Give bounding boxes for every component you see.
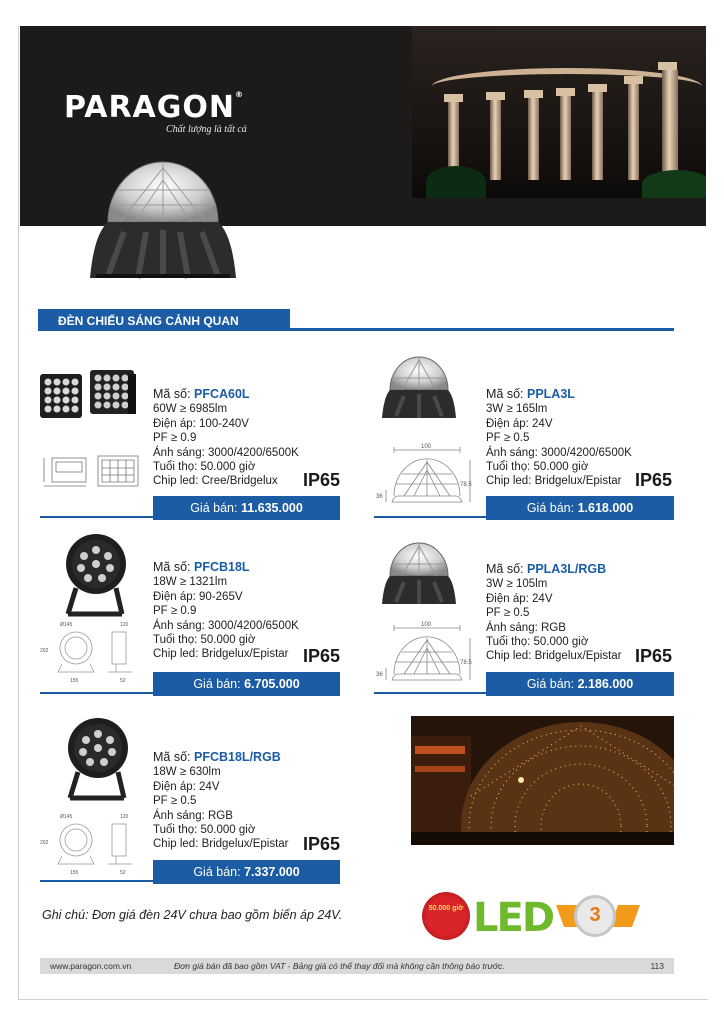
price-box: Giá bán: 11.635.000 [153, 496, 340, 520]
spec-line: PF ≥ 0.9 [153, 432, 197, 445]
spec-line: PF ≥ 0.5 [486, 432, 530, 445]
spec-line: Điện áp: 24V [486, 592, 553, 605]
pfcb18l-rgb-product-image [58, 714, 134, 804]
ip-rating: IP65 [635, 470, 673, 490]
spec-line: Chip led: Bridgelux/Epistar [486, 475, 622, 488]
dim-label: 52 [120, 870, 126, 876]
spec-line: Điện áp: 100-240V [153, 417, 249, 430]
spec-line: 18W ≥ 630lm [153, 766, 221, 779]
footer-disclaimer: Đơn giá bán đã bao gồm VAT - Bảng giá có thể thay đổi mà không cần thông báo trước. [174, 961, 505, 971]
ppla3l-rgb-product-image [380, 538, 458, 608]
spec-line: Ánh sáng: 3000/4200/6500K [153, 619, 299, 632]
brand-logo: PARAGON® [64, 90, 245, 125]
product-code: PPLA3L/RGB [527, 562, 607, 576]
page-footer [40, 958, 674, 974]
spec-line: 3W ≥ 105lm [486, 578, 548, 591]
product-code: PPLA3L [527, 387, 575, 401]
dim-label: 100 [421, 444, 432, 450]
product-ppla3l-rgb-info: Mã số: PPLA3L/RGB 3W ≥ 105lm Điện áp: 24V PF ≥ 0.5 Ánh sáng: RGB Tuổi thọ: 50.000 giờ Chip led: Bridgelux/Epistar [486, 562, 622, 663]
dim-label: 78.5 [460, 660, 472, 666]
spec-line: Ánh sáng: RGB [153, 809, 233, 822]
led-logo: LED [473, 895, 554, 941]
pfcb18l-product-image [56, 530, 132, 620]
product-pfcb18l-info: Mã số: PFCB18L 18W ≥ 1321lm Điện áp: 90-265V PF ≥ 0.9 Ánh sáng: 3000/4200/6500K Tuổi thọ: 50.000 giờ Chip led: Bridgelux/Epistar [153, 560, 299, 661]
spec-line: Tuổi thọ: 50.000 giờ [486, 636, 589, 649]
illuminated-dome-photo [411, 716, 674, 845]
spec-line: PF ≥ 0.5 [486, 607, 530, 620]
dim-label: Ø145 [60, 622, 73, 628]
spec-line: Điện áp: 24V [153, 780, 220, 793]
spec-line: Điện áp: 90-265V [153, 590, 243, 603]
brand-tagline: Chất lượng là tất cả [166, 124, 247, 135]
dim-label: 120 [120, 622, 129, 628]
spec-line: Tuổi thọ: 50.000 giờ [153, 634, 256, 647]
spec-line: Chip led: Bridgelux/Epistar [153, 648, 289, 661]
dim-label: 100 [421, 622, 432, 628]
spec-line: Chip led: Cree/Bridgelux [153, 475, 278, 488]
product-code: PFCB18L/RGB [194, 750, 281, 764]
spec-line: 18W ≥ 1321lm [153, 576, 228, 589]
price-box: Giá bán: 2.186.000 [486, 672, 674, 696]
ip-rating: IP65 [303, 834, 341, 854]
pfcb18l-dimension-drawing [40, 620, 144, 684]
dim-label: 202 [40, 648, 49, 654]
spec-line: 3W ≥ 165lm [486, 403, 548, 416]
dim-label: 78.5 [460, 482, 472, 488]
price-box: Giá bán: 7.337.000 [153, 860, 340, 884]
ppla3l-rgb-dimension-drawing [374, 618, 480, 684]
product-ppla3l-info: Mã số: PPLA3L 3W ≥ 165lm Điện áp: 24V PF ≥ 0.5 Ánh sáng: 3000/4200/6500K Tuổi thọ: 50.000 giờ Chip led: Bridgelux/Epistar [486, 387, 632, 488]
ip-rating: IP65 [303, 470, 341, 490]
dim-label: Ø145 [60, 814, 73, 820]
dim-label: 202 [40, 840, 49, 846]
product-pfca60l-info: Mã số: PFCA60L 60W ≥ 6985lm Điện áp: 100-240V PF ≥ 0.9 Ánh sáng: 3000/4200/6500K Tuổi thọ: 50.000 giờ Chip led: Cree/Bridgelux [153, 387, 299, 488]
product-pfcb18l-rgb-info: Mã số: PFCB18L/RGB 18W ≥ 630lm Điện áp: 24V PF ≥ 0.5 Ánh sáng: RGB Tuổi thọ: 50.000 giờ Chip led: Bridgelux/Epistar [153, 750, 289, 851]
ip-rating: IP65 [303, 646, 341, 666]
dome-lamp-hero-image [80, 150, 246, 290]
spec-line: Tuổi thọ: 50.000 giờ [153, 461, 256, 474]
product-code: PFCA60L [194, 387, 250, 401]
dim-label: 155 [70, 678, 79, 684]
dim-label: 120 [120, 814, 129, 820]
spec-line: PF ≥ 0.5 [153, 795, 197, 808]
spec-line: PF ≥ 0.9 [153, 605, 197, 618]
product-code: PFCB18L [194, 560, 250, 574]
pfcb18l-rgb-dimension-drawing [40, 812, 144, 876]
warranty-badge: 3 [574, 895, 616, 937]
spec-line: Ánh sáng: 3000/4200/6500K [153, 446, 299, 459]
spec-line: 60W ≥ 6985lm [153, 403, 228, 416]
spec-line: Ánh sáng: 3000/4200/6500K [486, 446, 632, 459]
price-box: Giá bán: 6.705.000 [153, 672, 340, 696]
dim-label: 52 [120, 678, 126, 684]
spec-line: Ánh sáng: RGB [486, 621, 566, 634]
section-title: ĐÈN CHIẾU SÁNG CẢNH QUAN [58, 314, 239, 328]
website-link[interactable]: www.paragon.com.vn [50, 961, 132, 971]
ppla3l-dimension-drawing [374, 440, 480, 506]
dim-label: 36 [376, 672, 383, 678]
dim-label: 36 [376, 494, 383, 500]
spec-line: Chip led: Bridgelux/Epistar [486, 650, 622, 663]
pfca60l-dimension-drawing [40, 452, 142, 492]
spec-line: Điện áp: 24V [486, 417, 553, 430]
dim-label: 155 [70, 870, 79, 876]
spec-line: Chip led: Bridgelux/Epistar [153, 838, 289, 851]
spec-line: Tuổi thọ: 50.000 giờ [486, 461, 589, 474]
section-underline [38, 328, 674, 331]
page-number: 113 [650, 961, 664, 971]
ip-rating: IP65 [635, 646, 673, 666]
spec-line: Tuổi thọ: 50.000 giờ [153, 824, 256, 837]
ppla3l-product-image [380, 352, 458, 422]
price-box: Giá bán: 1.618.000 [486, 496, 674, 520]
lifetime-badge: 50.000 giờ [422, 892, 470, 940]
pfca60l-product-image [38, 368, 138, 426]
price-note: Ghi chú: Đơn giá đèn 24V chưa bao gồm biến áp 24V. [42, 908, 343, 922]
colonnade-photo [412, 26, 706, 198]
